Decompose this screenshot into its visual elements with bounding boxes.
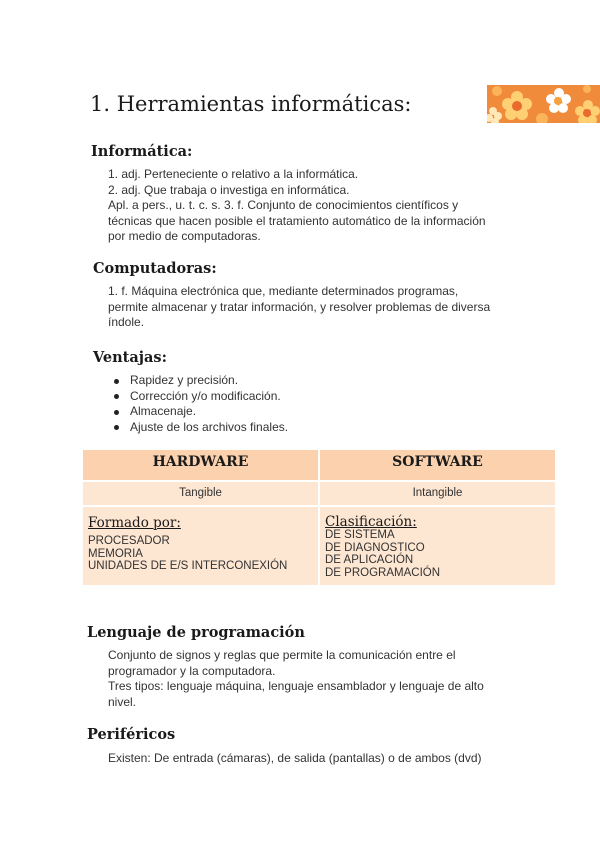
informatica-definition [108,167,486,245]
computadoras-definition [108,284,490,331]
hardware-nature: Tangible [82,481,319,506]
computadoras-line: permite almacenar y tratar información, y resolver problemas de diversa [108,299,491,314]
informatica-line: 2. adj. Que trabaja o investiga en informática. [108,182,350,197]
list-item: Rapidez y precisión. [109,373,288,389]
lenguaje-line: programador y la computadora. [108,663,276,678]
informatica-line: técnicas que hacen posible el tratamiento automático de la información [108,213,486,228]
perifericos-line: Existen: De entrada (cámaras), de salida (pantallas) o de ambos (dvd) [108,751,482,765]
hardware-item: UNIDADES DE E/S INTERCONEXIÓN [88,560,288,572]
software-item: DE DIAGNOSTICO [325,541,425,554]
hardware-header: HARDWARE [82,449,319,481]
page-title: 1. Herramientas informáticas: [90,92,412,116]
computadoras-line: índole. [108,315,145,329]
hardware-item: MEMORIA [88,547,143,560]
hardware-item: PROCESADOR [88,535,170,547]
computadoras-line: 1. f. Máquina electrónica que, mediante determinados programas, [108,284,459,298]
hardware-components-cell [82,506,319,586]
lenguaje-line: nivel. [108,694,137,709]
flower-decoration [487,85,600,123]
informatica-line: por medio de computadoras. [108,229,261,243]
informatica-line: 1. adj. Perteneciente o relativo a la informática. [108,167,359,181]
ventajas-heading: Ventajas: [93,349,167,366]
software-item: DE SISTEMA [325,529,395,541]
lenguaje-definition [108,648,484,710]
ventajas-list [109,373,288,435]
software-label: Clasificación: [325,514,417,530]
software-header: SOFTWARE [319,449,556,481]
informatica-line: Apl. a pers., u. t. c. s. 3. f. Conjunto de conocimientos científicos y [108,198,459,212]
perifericos-definition [108,751,482,767]
lenguaje-heading: Lenguaje de programación [87,624,305,641]
list-item: Corrección y/o modificación. [109,389,288,405]
computadoras-heading: Computadoras: [93,260,217,277]
software-nature: Intangible [319,481,556,506]
hardware-label: Formado por: [88,515,181,531]
software-item: DE APLICACIÓN [325,554,414,566]
lenguaje-line: Conjunto de signos y reglas que permite la comunicación entre el [108,648,456,662]
software-item: DE PROGRAMACIÓN [325,566,441,579]
informatica-heading: Informática: [91,143,193,160]
software-classification-cell [319,506,556,586]
flower-banner-icon [487,85,600,123]
lenguaje-line: Tres tipos: lenguaje máquina, lenguaje ensamblador y lenguaje de alto [108,679,484,693]
list-item: Ajuste de los archivos finales. [109,420,288,436]
list-item: Almacenaje. [109,404,288,420]
perifericos-heading: Periféricos [87,726,176,743]
hardware-software-table [81,448,557,587]
